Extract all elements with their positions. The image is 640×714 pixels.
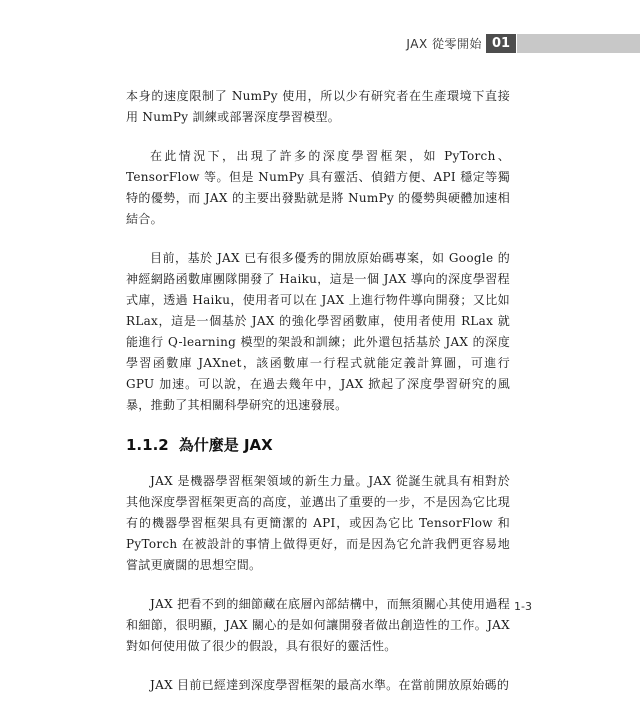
section-title: 為什麼是 JAX — [178, 436, 273, 454]
chapter-number-badge: 01 — [486, 34, 516, 53]
section-number: 1.1.2 — [126, 436, 169, 454]
paragraph: JAX 把看不到的細節藏在底層內部結構中，而無須關心其使用過程和細節，很明顯，JAX 關心的是如何讓開發者做出創造性的工作。JAX 對如何使用做了很少的假設，具有很好的靈活性。 — [126, 597, 510, 653]
paragraph: JAX 是機器學習框架領域的新生力量。JAX 從誕生就具有相對於其他深度學習框架更高的高度，並邁出了重要的一步，不是因為它比現有的機器學習框架具有更簡潔的 API，或因為它比 TensorFlow 和 PyTorch 在被設計的事情上做得更好，而是因為它允許我們更容易地嘗試更廣闊的思想空間。 — [126, 474, 510, 572]
page-body — [126, 86, 510, 714]
page-number: 1-3 — [514, 600, 532, 613]
paragraph: 本身的速度限制了 NumPy 使用，所以少有研究者在生產環境下直接用 NumPy 訓練或部署深度學習模型。 — [126, 89, 510, 124]
paragraph: JAX 目前已經達到深度學習框架的最高水準。在當前開放原始碼的 — [150, 678, 510, 692]
paragraph: 在此情況下，出現了許多的深度學習框架，如 PyTorch、TensorFlow 等。但是 NumPy 具有靈活、偵錯方便、API 穩定等獨特的優勢，而 JAX 的主要出發點就是將 NumPy 的優勢與硬體加速相結合。 — [126, 149, 510, 226]
paragraph: 目前，基於 JAX 已有很多優秀的開放原始碼專案，如 Google 的神經網路函數庫團隊開發了 Haiku，這是一個 JAX 導向的深度學習程式庫，透過 Haiku，使用者可以在 JAX 上進行物件導向開發；又比如 RLax，這是一個基於 JAX 的強化學習函數庫，使用者使用 RLax 就能進行 Q-learning 模型的架設和訓練；此外還包括基於 JAX 的深度學習函數庫 JAXnet，該函數庫一行程式就能定義計算圖，可進行 GPU 加速。可以說，在過去幾年中，JAX 掀起了深度學習研究的風暴，推動了其相關科學研究的迅速發展。 — [126, 251, 510, 412]
header-tab-bar — [517, 34, 640, 53]
running-header — [0, 34, 640, 54]
section-heading — [126, 434, 510, 455]
chapter-title: JAX 從零開始 — [406, 37, 482, 51]
